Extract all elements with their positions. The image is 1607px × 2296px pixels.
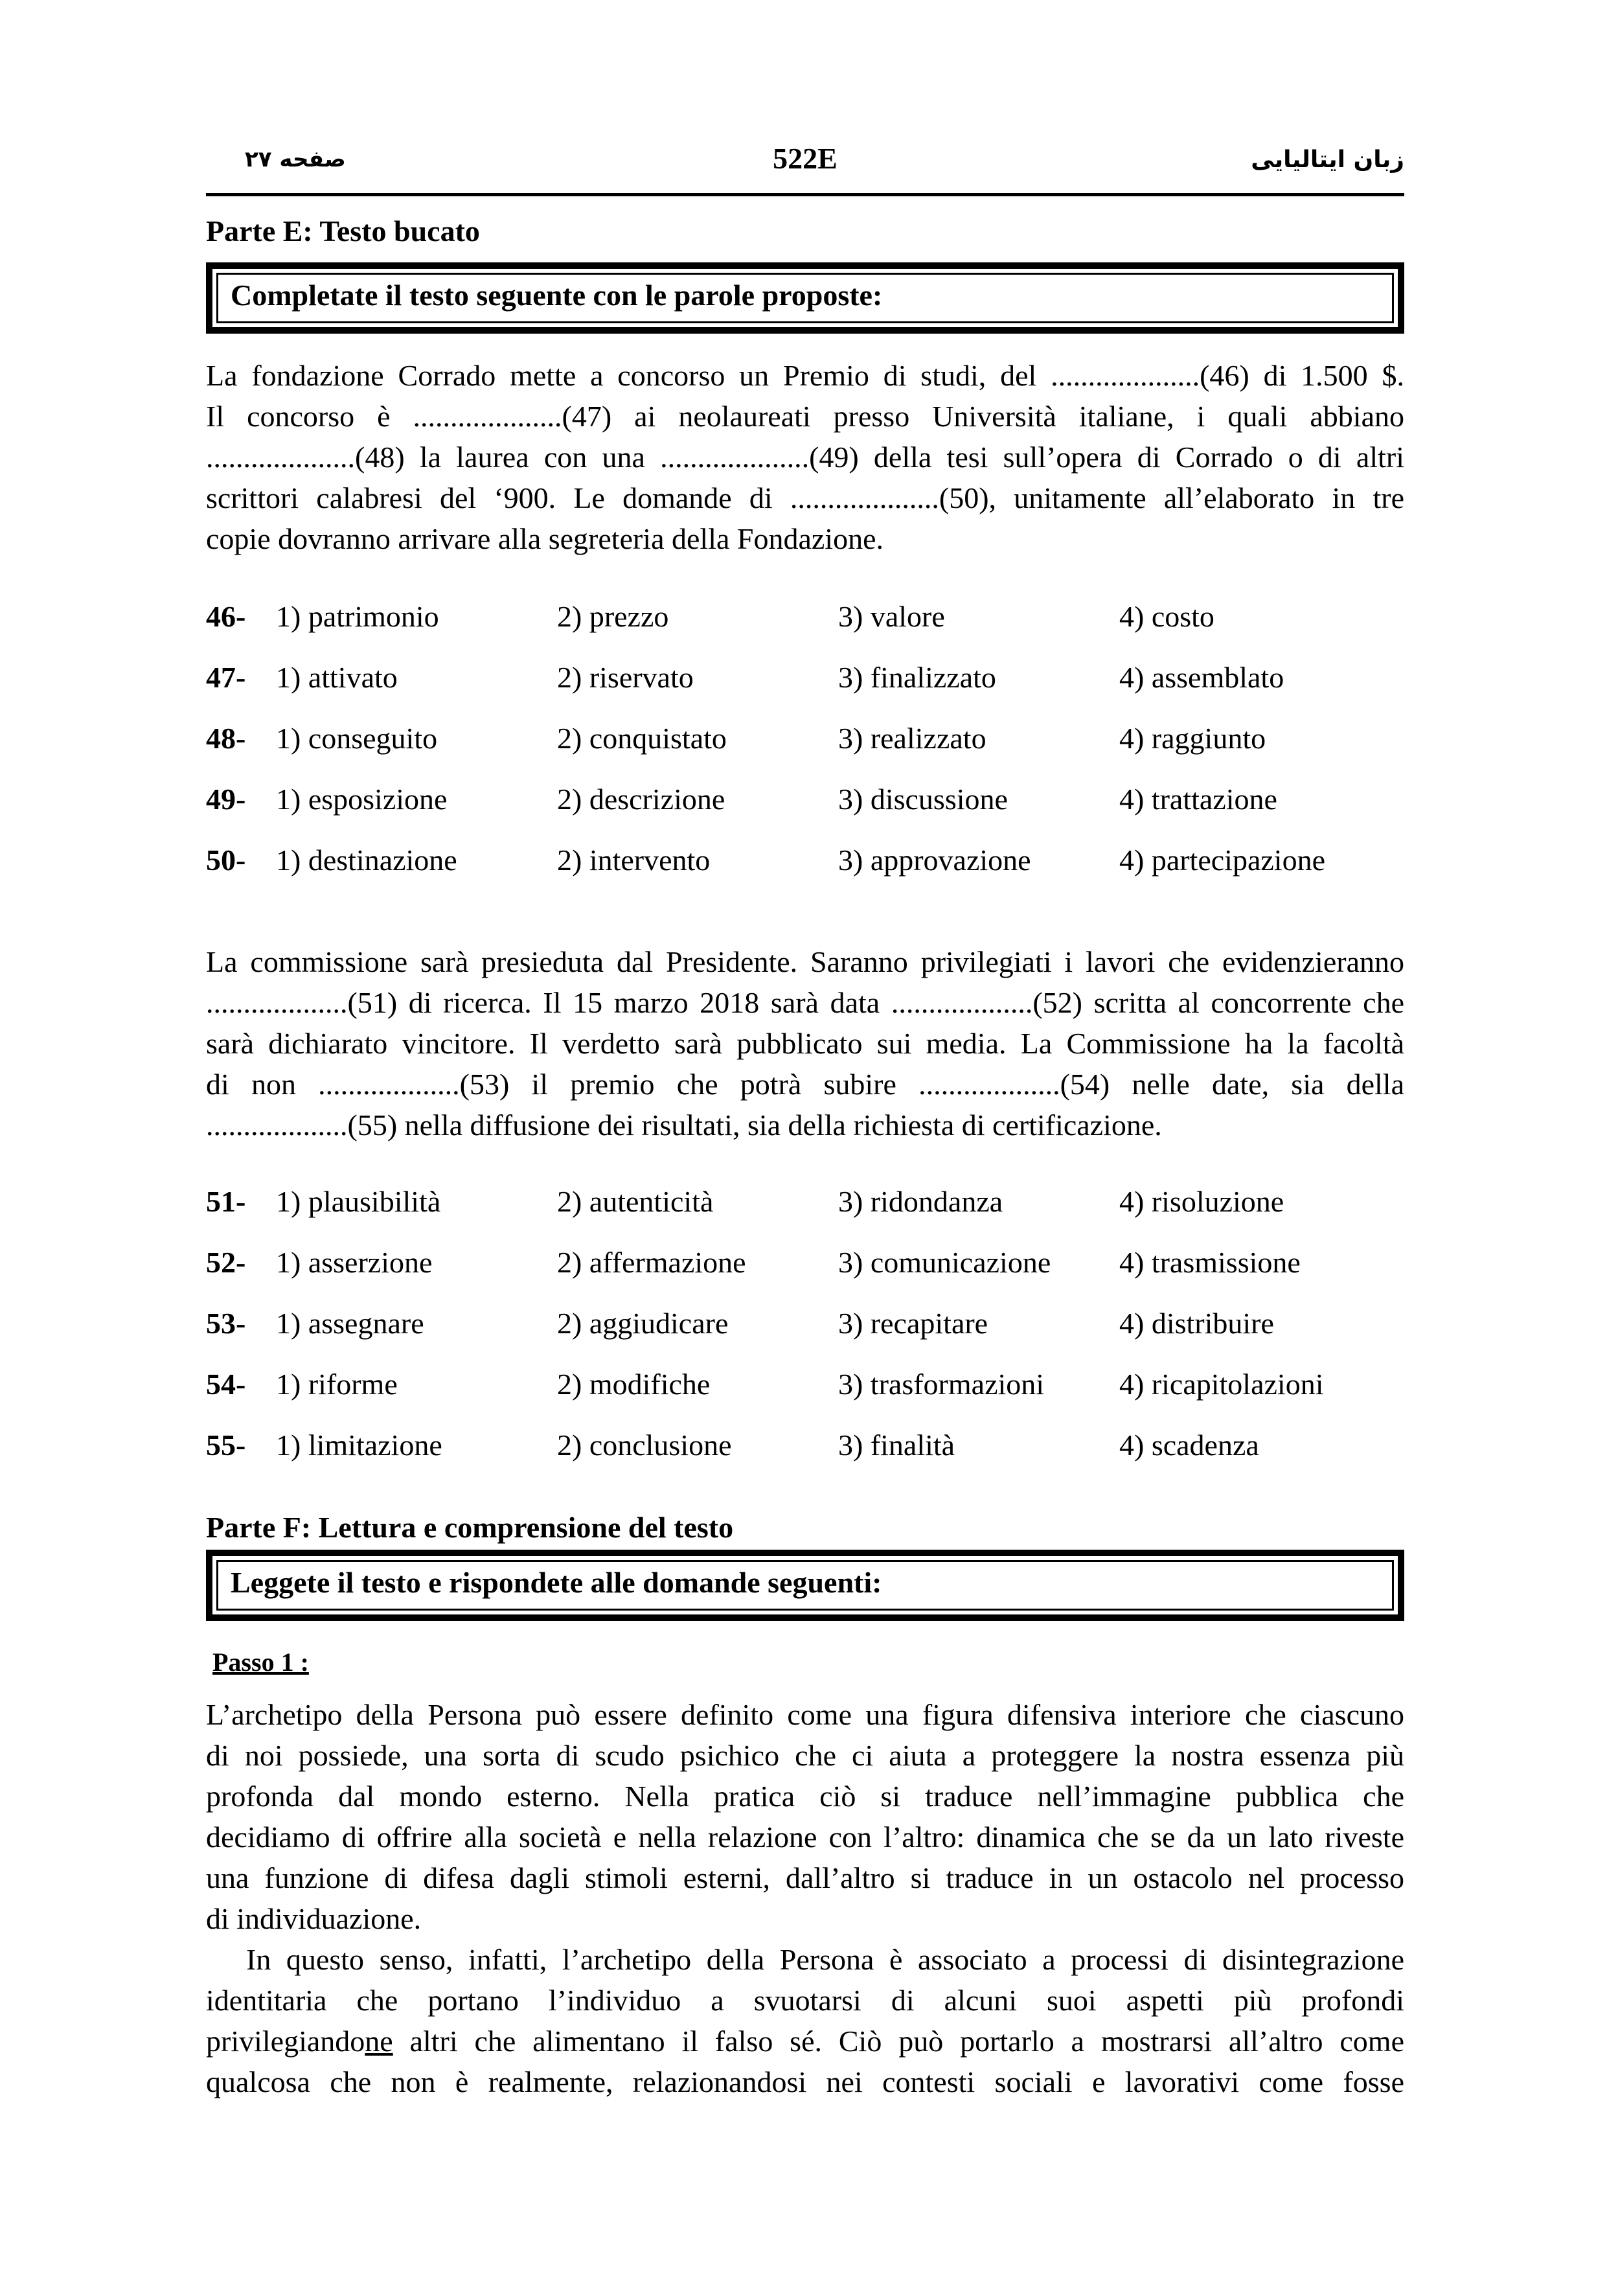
paragraph-line: L’archetipo della Persona può essere definito come una figura difensiva interiore che ciascuno bbox=[206, 1698, 1404, 1731]
option-2[interactable]: 2) conclusione bbox=[557, 1429, 732, 1462]
reading-paragraph-2 bbox=[206, 1939, 1404, 2102]
cloze-passage-1 bbox=[206, 355, 1404, 559]
option-1[interactable]: 1) destinazione bbox=[276, 844, 457, 877]
option-4[interactable]: 4) ricapitolazioni bbox=[1119, 1368, 1324, 1401]
part-e-instruction-box bbox=[206, 262, 1404, 334]
passage-line: copie dovranno arrivare alla segreteria della Fondazione. bbox=[206, 522, 884, 555]
passage-line: La commissione sarà presieduta dal Presidente. Saranno privilegiati i lavori che evidenzieranno bbox=[206, 945, 1404, 978]
option-2[interactable]: 2) aggiudicare bbox=[557, 1307, 729, 1340]
line-part: privilegiando bbox=[206, 2025, 365, 2058]
question-54 bbox=[206, 1367, 1404, 1406]
question-number: 46- bbox=[206, 600, 246, 633]
passo-label: Passo 1 : bbox=[212, 1647, 309, 1677]
paragraph-line: di noi possiede, una sorta di scudo psichico che ci aiuta a proteggere la nostra essenza più bbox=[206, 1739, 1404, 1772]
passage-line: di non ...................(53) il premio che potrà subire ...................(54) nelle date, sia della bbox=[206, 1068, 1404, 1101]
paragraph-line: identitaria che portano l’individuo a svuotarsi di alcuni suoi aspetti più profondi bbox=[206, 1984, 1404, 2017]
line-part: altri che alimentano il falso sé. Ciò può portarlo a mostrarsi all’altro come bbox=[393, 2025, 1404, 2058]
passage-line: La fondazione Corrado mette a concorso un Premio di studi, del ....................(46) di 1.500 $. bbox=[206, 359, 1404, 392]
option-2[interactable]: 2) affermazione bbox=[557, 1246, 746, 1279]
part-e-title: Parte E: Testo bucato bbox=[206, 214, 480, 247]
option-3[interactable]: 3) valore bbox=[838, 600, 945, 633]
question-number: 55- bbox=[206, 1429, 246, 1462]
paragraph-line: decidiamo di offrire alla società e nella relazione con l’altro: dinamica che se da un lato riveste bbox=[206, 1820, 1404, 1854]
question-48 bbox=[206, 721, 1404, 760]
option-2[interactable]: 2) conquistato bbox=[557, 722, 727, 755]
underlined-pronoun: ne bbox=[365, 2025, 393, 2058]
paragraph-line bbox=[206, 2021, 1404, 2061]
option-2[interactable]: 2) descrizione bbox=[557, 783, 725, 816]
option-3[interactable]: 3) finalizzato bbox=[838, 661, 996, 694]
question-51 bbox=[206, 1184, 1404, 1223]
passage-line: scrittori calabresi del ‘900. Le domande di ....................(50), unitamente all’elaborato in tre bbox=[206, 481, 1404, 514]
question-52 bbox=[206, 1245, 1404, 1284]
option-3[interactable]: 3) trasformazioni bbox=[838, 1368, 1045, 1401]
option-4[interactable]: 4) costo bbox=[1119, 600, 1214, 633]
paragraph-line: qualcosa che non è realmente, relazionandosi nei contesti sociali e lavorativi come fosse bbox=[206, 2065, 1404, 2098]
paragraph-line: una funzione di difesa dagli stimoli esterni, dall’altro si traduce in un ostacolo nel processo bbox=[206, 1861, 1404, 1894]
part-f-instruction: Leggete il testo e rispondete alle domande seguenti: bbox=[231, 1566, 882, 1599]
question-55 bbox=[206, 1428, 1404, 1467]
option-3[interactable]: 3) realizzato bbox=[838, 722, 986, 755]
page-header bbox=[206, 141, 1404, 187]
option-1[interactable]: 1) riforme bbox=[276, 1368, 398, 1401]
subject-title: زبان ایتالیایی bbox=[1251, 146, 1404, 173]
question-50 bbox=[206, 843, 1404, 882]
option-3[interactable]: 3) approvazione bbox=[838, 844, 1031, 877]
option-1[interactable]: 1) asserzione bbox=[276, 1246, 433, 1279]
option-3[interactable]: 3) recapitare bbox=[838, 1307, 988, 1340]
part-e-instruction: Completate il testo seguente con le parole proposte: bbox=[231, 279, 883, 312]
option-1[interactable]: 1) attivato bbox=[276, 661, 398, 694]
option-4[interactable]: 4) scadenza bbox=[1119, 1429, 1259, 1462]
part-f-title: Parte F: Lettura e comprensione del testo bbox=[206, 1511, 734, 1544]
reading-paragraph-1 bbox=[206, 1694, 1404, 1939]
question-number: 49- bbox=[206, 783, 246, 816]
passage-line: sarà dichiarato vincitore. Il verdetto sarà pubblicato sui media. La Commissione ha la facoltà bbox=[206, 1027, 1404, 1060]
paragraph-line: profonda dal mondo esterno. Nella pratica ciò si traduce nell’immagine pubblica che bbox=[206, 1780, 1404, 1813]
passage-line: Il concorso è ....................(47) ai neolaureati presso Università italiane, i quali abbiano bbox=[206, 400, 1404, 433]
cloze-passage-2 bbox=[206, 941, 1404, 1145]
question-number: 53- bbox=[206, 1307, 246, 1340]
option-3[interactable]: 3) discussione bbox=[838, 783, 1008, 816]
question-number: 54- bbox=[206, 1368, 246, 1401]
option-4[interactable]: 4) risoluzione bbox=[1119, 1185, 1284, 1218]
passage-line: ...................(55) nella diffusione dei risultati, sia della richiesta di certificazione. bbox=[206, 1108, 1162, 1142]
question-number: 48- bbox=[206, 722, 246, 755]
option-4[interactable]: 4) distribuire bbox=[1119, 1307, 1274, 1340]
option-2[interactable]: 2) modifiche bbox=[557, 1368, 711, 1401]
option-1[interactable]: 1) limitazione bbox=[276, 1429, 442, 1462]
option-4[interactable]: 4) partecipazione bbox=[1119, 844, 1325, 877]
passage-line: ...................(51) di ricerca. Il 15 marzo 2018 sarà data ...................(52) scritta al concorrente che bbox=[206, 986, 1404, 1019]
page-number: صفحه ۲۷ bbox=[245, 146, 346, 172]
option-4[interactable]: 4) assemblato bbox=[1119, 661, 1284, 694]
option-2[interactable]: 2) riservato bbox=[557, 661, 694, 694]
paragraph-line: di individuazione. bbox=[206, 1902, 422, 1935]
option-3[interactable]: 3) comunicazione bbox=[838, 1246, 1051, 1279]
paragraph-line: In questo senso, infatti, l’archetipo della Persona è associato a processi di disintegrazione bbox=[246, 1943, 1404, 1976]
question-47 bbox=[206, 660, 1404, 699]
question-number: 51- bbox=[206, 1185, 246, 1218]
option-4[interactable]: 4) raggiunto bbox=[1119, 722, 1266, 755]
question-number: 50- bbox=[206, 844, 246, 877]
option-4[interactable]: 4) trattazione bbox=[1119, 783, 1277, 816]
option-2[interactable]: 2) intervento bbox=[557, 844, 711, 877]
option-1[interactable]: 1) esposizione bbox=[276, 783, 448, 816]
option-2[interactable]: 2) prezzo bbox=[557, 600, 669, 633]
option-3[interactable]: 3) ridondanza bbox=[838, 1185, 1003, 1218]
option-3[interactable]: 3) finalità bbox=[838, 1429, 955, 1462]
question-number: 52- bbox=[206, 1246, 246, 1279]
question-46 bbox=[206, 599, 1404, 638]
question-49 bbox=[206, 782, 1404, 821]
option-1[interactable]: 1) conseguito bbox=[276, 722, 438, 755]
option-4[interactable]: 4) trasmissione bbox=[1119, 1246, 1301, 1279]
option-2[interactable]: 2) autenticità bbox=[557, 1185, 714, 1218]
part-f-instruction-box bbox=[206, 1550, 1404, 1621]
question-number: 47- bbox=[206, 661, 246, 694]
option-1[interactable]: 1) assegnare bbox=[276, 1307, 424, 1340]
option-1[interactable]: 1) plausibilità bbox=[276, 1185, 441, 1218]
option-1[interactable]: 1) patrimonio bbox=[276, 600, 439, 633]
header-rule bbox=[206, 193, 1404, 196]
exam-page bbox=[206, 0, 1404, 2296]
passage-line: ....................(48) la laurea con una ....................(49) della tesi sull’opera di Corrado o di altri bbox=[206, 441, 1404, 474]
exam-code: 522E bbox=[773, 142, 838, 175]
question-53 bbox=[206, 1306, 1404, 1345]
